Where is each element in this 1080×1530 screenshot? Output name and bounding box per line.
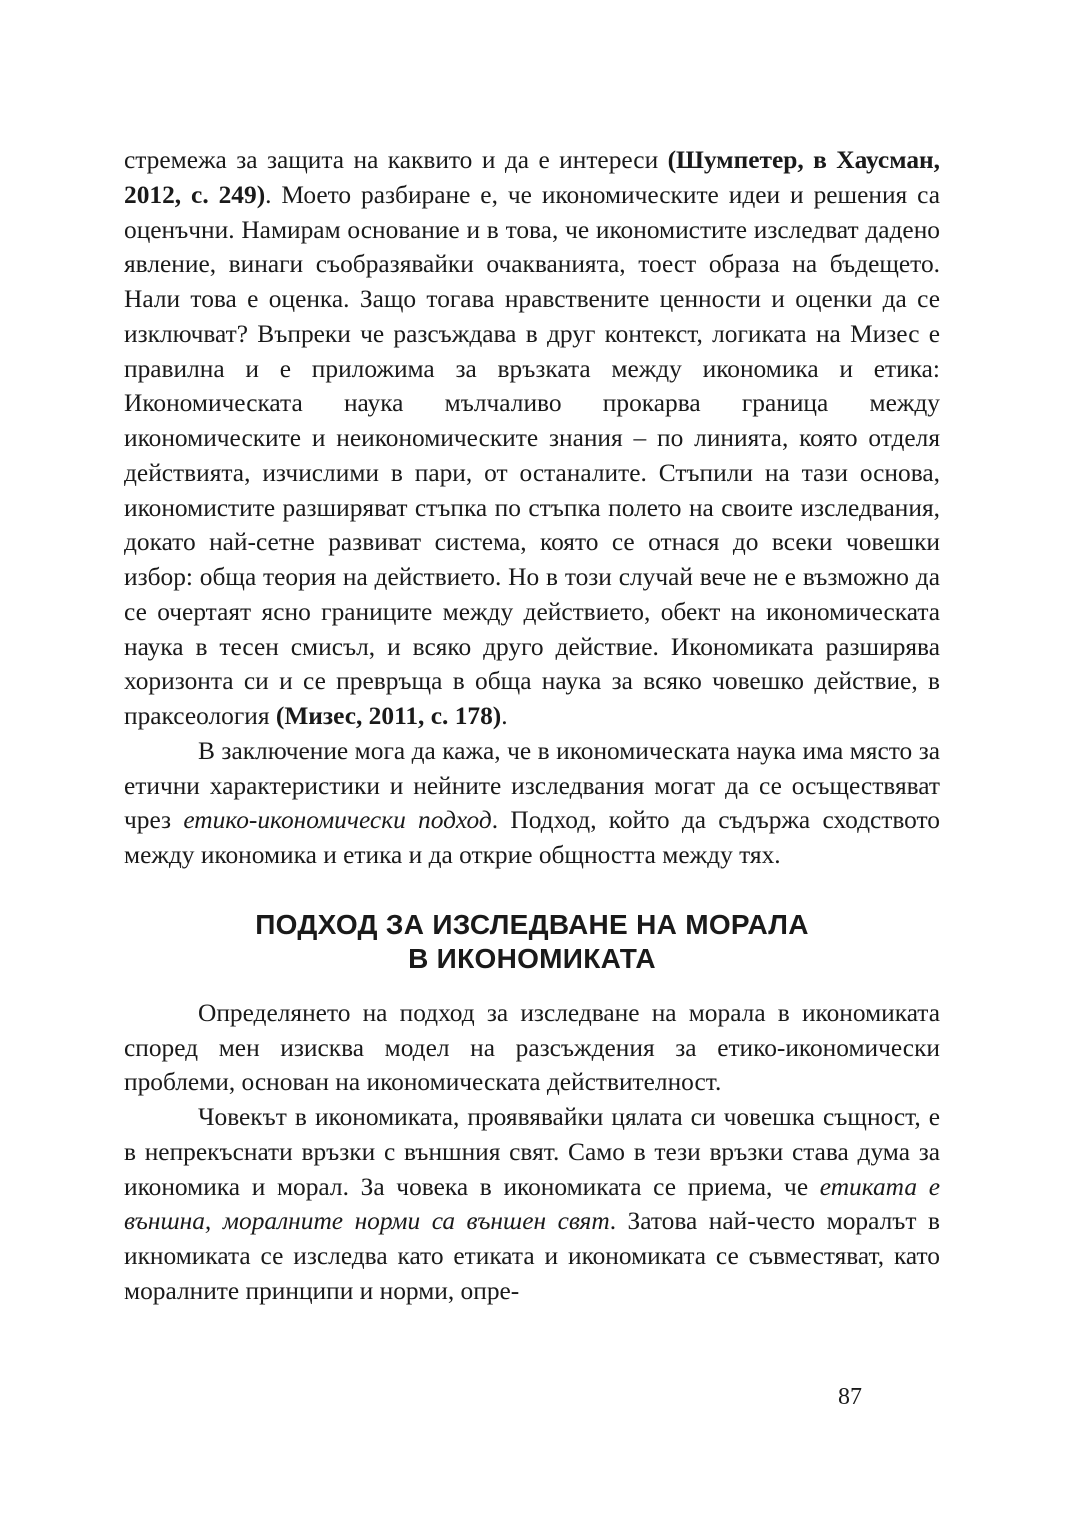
italic-term: етико-икономически подход (183, 806, 492, 835)
text-segment: стремежа за защита на каквито и да е интереси (124, 146, 668, 174)
text-segment: . (501, 702, 508, 730)
text-segment: Определянето на подход за изследване на морала в икономиката според мен изисква модел на разсъждения за етико-икономически проблеми, основан на икономическата действителност. (124, 998, 940, 1097)
italic-phrase: етиката е външна, моралните норми са външен свят (124, 1172, 940, 1236)
citation-schumpeter: (Шумпетер, в Хаусман, 2012, с. 249) (124, 146, 940, 209)
page-number: 87 (838, 1384, 862, 1410)
paragraph-continuation (124, 143, 940, 734)
text-segment: . Моето разбиране е, че икономическите идеи и решения са оценъчни. Намирам основание и в това, че икономистите изследват дадено явление, винаги съобразявайки очакванията, тоест образа на бъдещето. Нали това е оценка. Защо тогава нравствените ценности и оценки да се изключват? Въпреки че разсъждава в друг контекст, логиката на Мизес е правилна и е приложима за връзката между икономика и етика: Икономическата наука мълчаливо прокарва граница между икономическите и неикономическите знания – по линията, която отделя действията, изчислими в пари, от останалите. Стъпили на тази основа, икономистите разширяват стъпка по стъпка полето на своите изследвания, докато най-сетне развиват система, която се отнася до всеки човешки избор: обща теория на действието. Но в този случай вече не е възможно да се очертаят ясно границите между действието, обект на икономическата наука в тесен смисъл, и всяко друго действие. Икономиката разширява хоризонта си и се превръща в обща наука за всяко човешко действие, в праксеология (124, 180, 940, 730)
section-heading (124, 908, 940, 976)
text-segment: . Затова най-често моралът в икномиката се изследва като етиката и икономиката се съвместяват, като моралните принципи и норми, опре- (124, 1207, 940, 1305)
heading-line-2: В ИКОНОМИКАТА (408, 942, 656, 974)
text-segment: . Подход, който да съдържа сходството между икономика и етика и да открие общността между тях. (124, 806, 940, 869)
paragraph-human (124, 1100, 940, 1309)
citation-mises: (Мизес, 2011, с. 178) (275, 702, 502, 730)
page-body (124, 143, 940, 1309)
paragraph-conclusion (124, 734, 940, 873)
text-segment: Човекът в икономиката, проявявайки цялата си човешка същност, е в непрекъснати връзки с външния свят. Само в тези връзки става дума за икономика и морал. За човека в икономиката се приема, че (124, 1103, 940, 1201)
heading-line-1: ПОДХОД ЗА ИЗСЛЕДВАНЕ НА МОРАЛА (255, 908, 809, 940)
text-segment: В заключение мога да кажа, че в икономическата наука има място за етични характеристики и нейните изследвания могат да се осъществяват чрез (124, 736, 940, 835)
paragraph-definition (124, 996, 940, 1100)
